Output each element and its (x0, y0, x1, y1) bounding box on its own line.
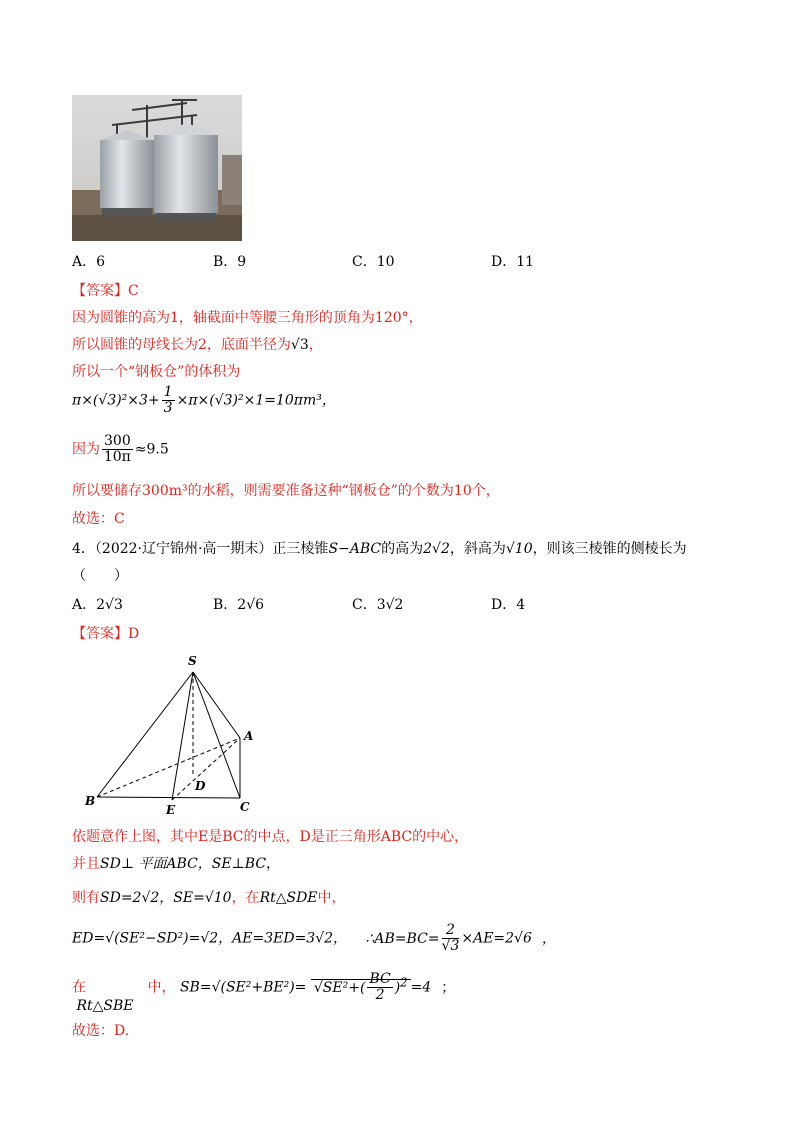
label-s: S (188, 654, 197, 668)
label-e: E (166, 803, 176, 817)
q4-option-b: B．2√6 (213, 597, 265, 613)
q4-sol-line3: 则有SD=2√2，SE=√10，在Rt△SDE中， (72, 890, 346, 906)
label-b: B (85, 794, 96, 808)
option-d: D．11 (491, 254, 535, 270)
q4-sol-line1: 依题意作上图，其中E是BC的中点，D是正三角形ABC的中心， (72, 829, 469, 845)
pyramid-diagram (80, 650, 280, 824)
q4-option-a: A．2√3 (72, 597, 123, 613)
q3-solution-line5: 所以要储存300m³的水稻，则需要准备这种“钢板仓”的个数为10个， (72, 483, 500, 499)
q4-option-c: C．3√2 (352, 597, 404, 613)
q3-solution-line2: 所以圆锥的母线长为2，底面半径为√3， (72, 337, 323, 353)
q3-solution-line3: 所以一个“钢板仓”的体积为 (72, 364, 241, 380)
q4-paren: （ ） (72, 568, 128, 584)
answer-label: 【答案】 (72, 283, 128, 299)
label-c: C (240, 800, 250, 814)
q4-sol-line2: 并且SD⊥ 平面ABC，SE⊥BC， (72, 856, 281, 872)
option-c: C．10 (352, 254, 395, 270)
q4-stem: 4．（2022·辽宁锦州·高一期末）正三棱锥S−ABC的高为2√2，斜高为√10，则该三棱锥的侧棱长为 (72, 541, 687, 557)
answer-value: C (128, 283, 139, 299)
q3-solution-line1: 因为圆锥的高为1，轴截面中等腰三角形的顶角为120°， (72, 310, 423, 326)
q4-option-d: D．4 (491, 597, 526, 613)
answer-q4: 【答案】D (72, 626, 140, 642)
answer-q3 (72, 280, 139, 300)
silo-photo (72, 95, 242, 241)
label-a: A (244, 729, 254, 743)
option-b: B．9 (213, 254, 247, 270)
label-d: D (195, 779, 206, 793)
q3-solution-line6: 故选：C (72, 511, 125, 527)
volume-formula: π×(√3)²×3+ $\frac{1}{3}$ ×π×(√3)²×1=10πm³， (72, 384, 336, 416)
q4-sol-line5: 在 Rt△SBE中， SB=√(SE²+BE²)= √SE²+( $\frac{BC}{2}$ )$^2$ =4 ； (72, 971, 456, 1014)
option-a: A．6 (72, 254, 106, 270)
q4-final: 故选：D. (72, 1023, 130, 1039)
q3-approx: 因为 $\frac{300}{10\pi}$ ≈9.5 (72, 433, 169, 465)
q4-sol-line4: ED=√(SE²−SD²)=√2，AE=3ED=3√2， ∴AB=BC= $\frac{2}{√3}$ ×AE=2√6 ， (72, 922, 556, 954)
